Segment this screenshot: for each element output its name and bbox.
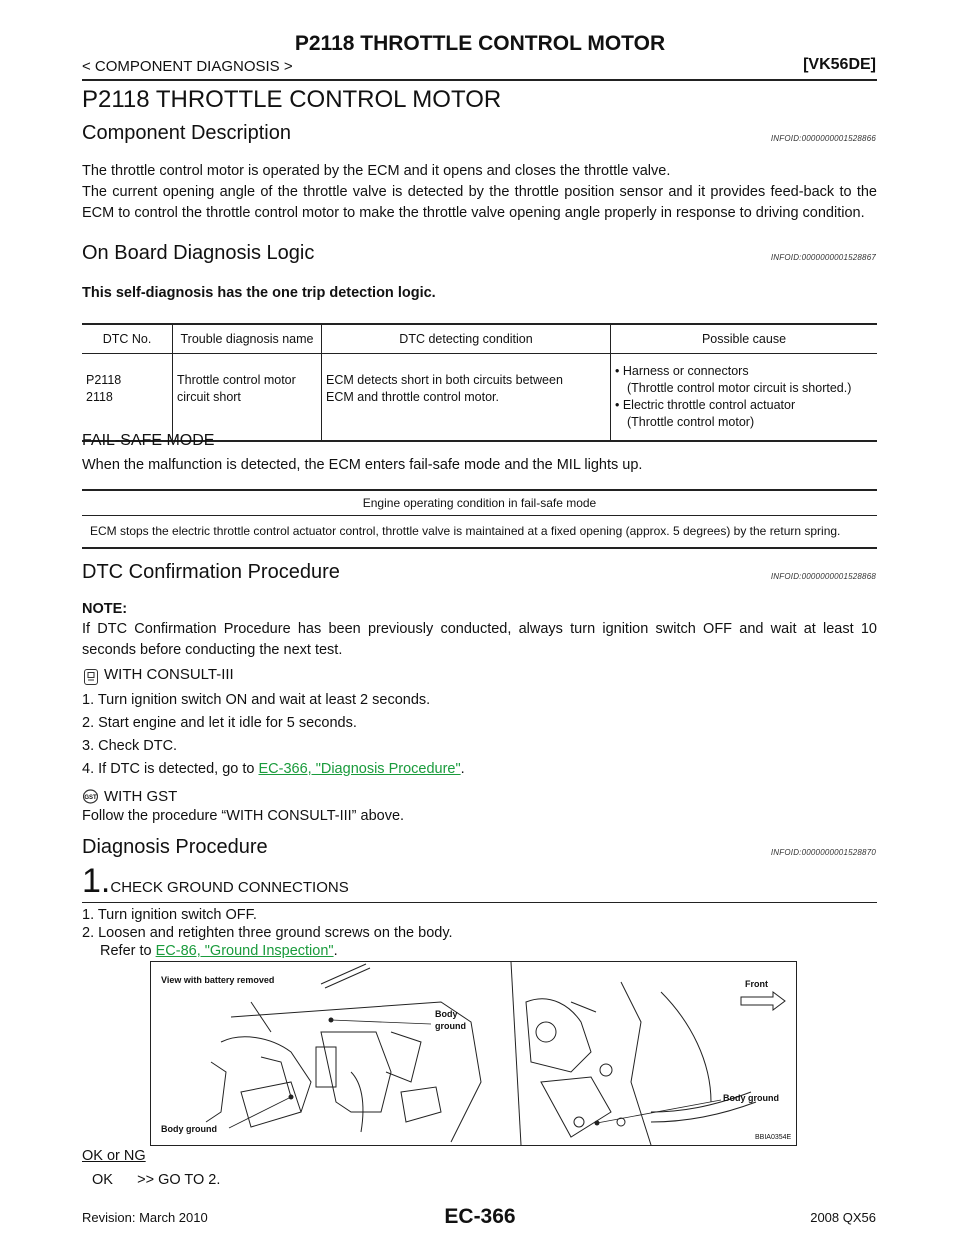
body-panel-illustration — [511, 962, 756, 1145]
cell-possible-cause — [611, 354, 878, 442]
obd-logic-note: This self-diagnosis has the one trip detection logic. — [82, 285, 436, 301]
trouble-name-line-2: circuit short — [177, 390, 241, 404]
label-front: Front — [745, 979, 768, 989]
step-heading — [82, 862, 349, 901]
cause-item: • Electric throttle control actuator — [615, 398, 796, 412]
consult-icon — [84, 669, 98, 685]
diagnosis-heading: Diagnosis Procedure — [82, 836, 268, 858]
failsafe-heading: FAIL-SAFE MODE — [82, 432, 215, 449]
note-label: NOTE: — [82, 601, 128, 617]
obd-logic-heading: On Board Diagnosis Logic — [82, 242, 315, 264]
cell-dtc-no — [82, 354, 173, 442]
diagnosis-line-3 — [100, 943, 338, 959]
figure-code: BBIA0354E — [755, 1134, 792, 1141]
label-body-ground-3: Body ground — [161, 1124, 217, 1134]
gst-text: Follow the procedure “WITH CONSULT-III” above. — [82, 808, 405, 824]
label-body-ground-2: Body ground — [723, 1093, 779, 1103]
ground-inspection-link[interactable]: EC-86, "Ground Inspection" — [155, 943, 334, 959]
cause-item: • Harness or connectors — [615, 364, 749, 378]
col-trouble-name: Trouble diagnosis name — [173, 324, 322, 354]
step-title: CHECK GROUND CONNECTIONS — [110, 879, 349, 896]
footer-model-year: 2008 QX56 — [810, 1210, 876, 1225]
dtc-table-header — [82, 324, 877, 354]
diagnosis-procedure-link[interactable]: EC-366, "Diagnosis Procedure" — [258, 761, 461, 777]
step-number: 1. — [82, 862, 111, 900]
refer-prefix: Refer to — [100, 943, 156, 959]
infoid-dtc-confirmation: INFOID:0000000001528868 — [770, 572, 876, 581]
cause-item-detail: (Throttle control motor) — [627, 415, 755, 429]
dtc-code-alt: 2118 — [86, 390, 113, 404]
dtc-code: P2118 — [86, 373, 122, 387]
step-4-prefix: 4. If DTC is detected, go to — [82, 761, 259, 777]
condition-line-2: ECM and throttle control motor. — [326, 390, 499, 404]
diagnosis-line-1: 1. Turn ignition switch OFF. — [82, 907, 257, 923]
trouble-name-line-1: Throttle control motor — [177, 373, 296, 387]
consult-label: WITH CONSULT-III — [104, 666, 234, 683]
cell-trouble-name — [173, 354, 322, 442]
running-title: P2118 THROTTLE CONTROL MOTOR — [294, 32, 666, 55]
col-detecting-condition: DTC detecting condition — [322, 324, 611, 354]
table-row — [82, 354, 877, 442]
dtc-table — [82, 323, 877, 442]
footer-revision: Revision: March 2010 — [82, 1210, 208, 1225]
confirmation-step-2: 2. Start engine and let it idle for 5 seconds. — [82, 715, 357, 731]
footer-page-number: EC-366 — [444, 1205, 516, 1228]
step-rule — [82, 902, 877, 903]
engine-bay-illustration — [206, 964, 481, 1142]
ok-result: OK >> GO TO 2. — [92, 1172, 221, 1188]
failsafe-table-text: ECM stops the electric throttle control actuator control, throttle valve is maintained at a fixed opening (approx. 5 degrees) by the return spring. — [82, 516, 877, 549]
condition-line-1: ECM detects short in both circuits between — [326, 373, 563, 387]
infoid-obd: INFOID:0000000001528867 — [770, 253, 876, 262]
component-description-heading: Component Description — [82, 122, 291, 144]
ok-or-ng: OK or NG — [82, 1148, 146, 1164]
breadcrumb: < COMPONENT DIAGNOSIS > — [82, 58, 293, 75]
gst-icon — [83, 789, 98, 804]
ground-location-figure — [150, 961, 797, 1146]
gst-label: WITH GST — [104, 788, 178, 805]
confirmation-step-3: 3. Check DTC. — [82, 738, 178, 754]
component-description-line-1: The throttle control motor is operated by the ECM and it opens and closes the throttle valve. — [82, 163, 671, 179]
cell-detecting-condition — [322, 354, 611, 442]
dtc-confirmation-heading: DTC Confirmation Procedure — [82, 561, 340, 583]
confirmation-step-4 — [82, 761, 465, 777]
label-body-ground-1: Body — [435, 1009, 458, 1019]
component-description-line-2: The current opening angle of the throttle valve is detected by the throttle position sensor and it provides feed-back to the ECM to control the throttle control motor to make the throttle valve opening angle properly in response to driving condition. — [82, 184, 877, 221]
step-4-suffix: . — [460, 761, 465, 777]
front-arrow-icon — [741, 992, 785, 1010]
failsafe-text: When the malfunction is detected, the ECM enters fail-safe mode and the MIL lights up. — [82, 457, 643, 473]
label-view-battery-removed: View with battery removed — [161, 975, 275, 985]
col-possible-cause: Possible cause — [611, 324, 878, 354]
failsafe-table-header: Engine operating condition in fail-safe mode — [82, 490, 877, 516]
gst-icon-text: GST — [84, 795, 97, 801]
failsafe-table — [82, 489, 877, 549]
note-text: If DTC Confirmation Procedure has been previously conducted, always turn ignition switch OFF and wait at least 10 seconds before conducting the next test. — [82, 621, 877, 658]
infoid-component: INFOID:0000000001528866 — [770, 134, 876, 143]
confirmation-step-1: 1. Turn ignition switch ON and wait at least 2 seconds. — [82, 692, 431, 708]
label-body-ground-1b: ground — [435, 1021, 466, 1031]
page-title: P2118 THROTTLE CONTROL MOTOR — [82, 86, 502, 113]
cause-item-detail: (Throttle control motor circuit is shorted.) — [627, 381, 852, 395]
refer-suffix: . — [333, 943, 338, 959]
infoid-diagnosis: INFOID:0000000001528870 — [770, 848, 876, 857]
header-rule — [82, 79, 877, 81]
engine-model: [VK56DE] — [803, 56, 876, 73]
diagnosis-line-2: 2. Loosen and retighten three ground screws on the body. — [82, 925, 453, 941]
col-dtc-no: DTC No. — [82, 324, 173, 354]
